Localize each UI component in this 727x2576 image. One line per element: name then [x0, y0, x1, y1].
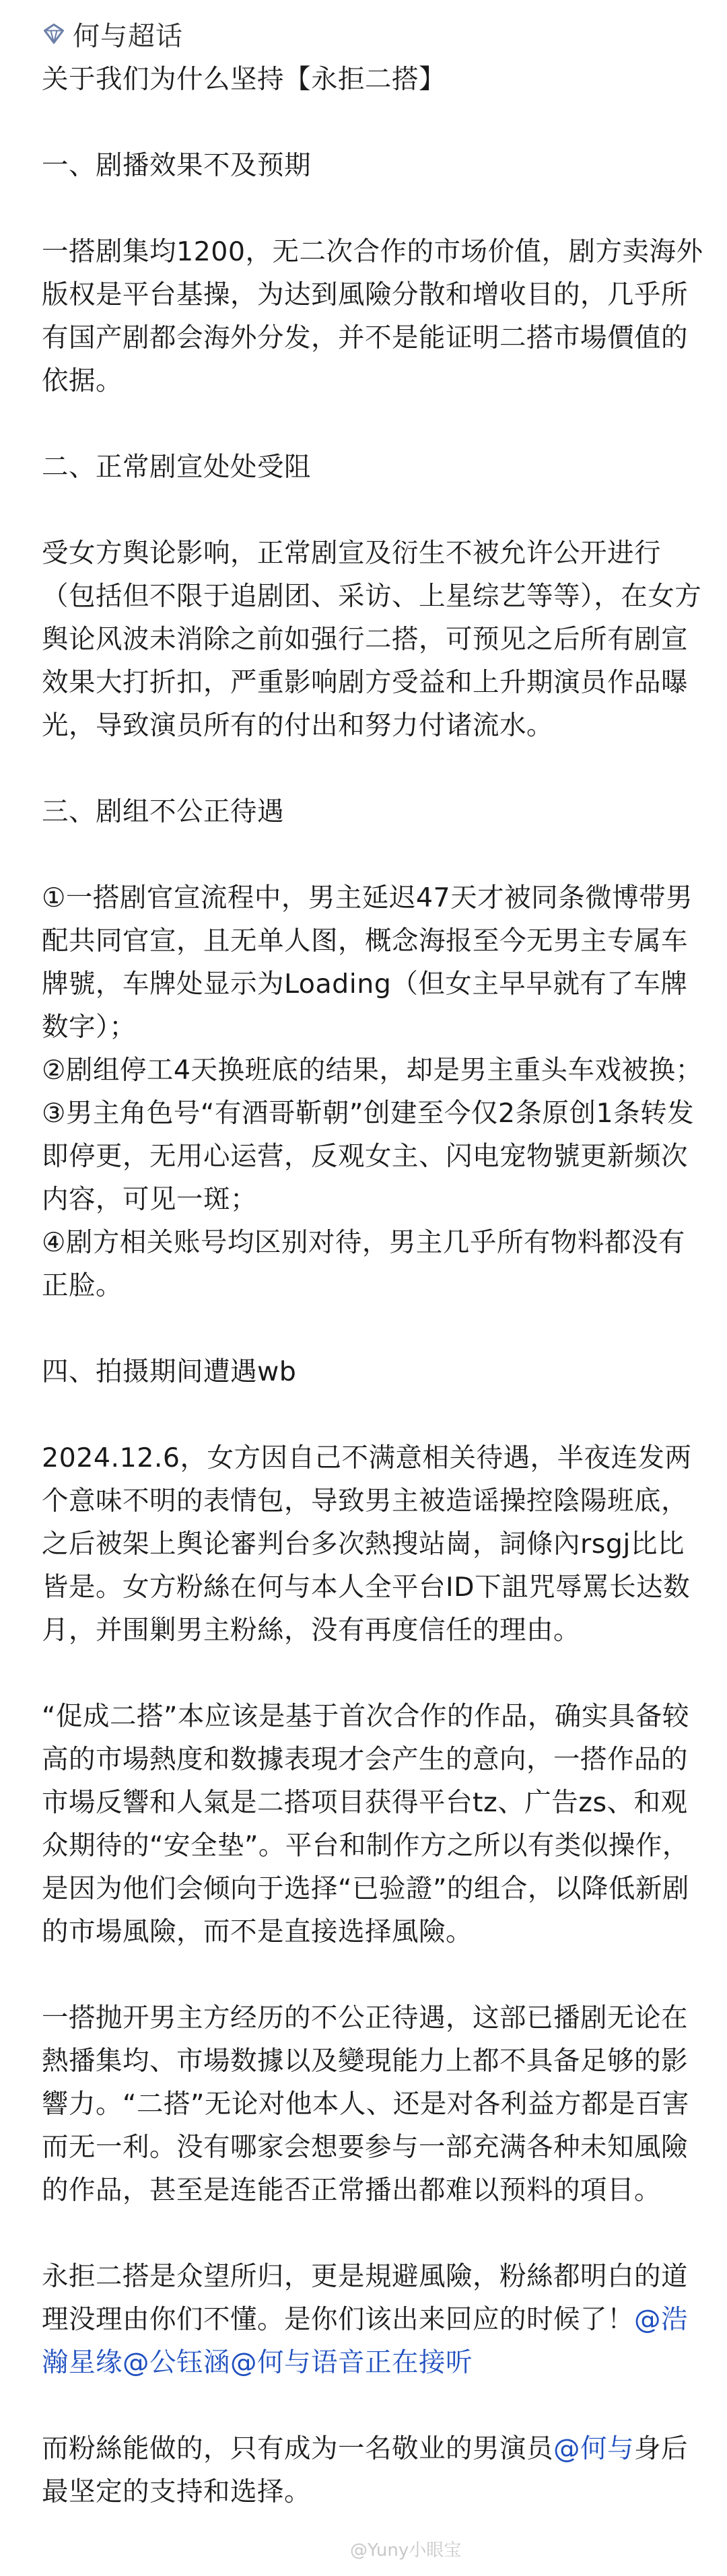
section-paragraph	[42, 2255, 708, 2384]
section-heading: 四、拍摄期间遭遇wb	[42, 1356, 297, 1387]
section-heading: 一、剧播效果不及预期	[42, 150, 311, 181]
section-paragraph: 2024.12.6，女方因自己不满意相关待遇，半夜连发两个意味不明的表情包，导致男主被造谣操控陰陽班底，之后被架上舆论審判台多次熱搜站崗，詞條內rsgj比比皆是。女方粉絲在何与本人全平台ID下詛咒辱罵长达数月，并围剿男主粉絲，没有再度信任的理由。	[42, 1442, 692, 1646]
section-paragraph: 一搭剧集均1200，无二次合作的市场价值，剧方卖海外版权是平台基操，为达到風險分散和增收目的，几乎所有国产剧都会海外分发，并不是能证明二搭市場價值的依据。	[42, 236, 703, 396]
topic-tag[interactable]	[42, 12, 183, 55]
section-paragraph: 一搭抛开男主方经历的不公正待遇，这部已播剧无论在熱播集均、市場数據以及變現能力上都不具备足够的影響力。“二搭”无论对他本人、还是对各利益方都是百害而无一利。没有哪家会想要参与一部充满各种未知風險的作品，甚至是连能否正常播出都难以预料的項目。	[42, 2003, 689, 2206]
post-body	[42, 58, 708, 2513]
section-paragraph	[42, 2427, 708, 2513]
section-paragraph: 受女方舆论影响，正常剧宣及衍生不被允许公开进行（包括但不限于追剧团、采访、上星综艺等等），在女方舆论风波未消除之前如强行二搭，可预见之后所有剧宣效果大打折扣，严重影响剧方受益和上升期演员作品曝光，导致演员所有的付出和努力付诸流水。	[42, 538, 702, 741]
watermark: @Yuny小眼宝	[350, 2540, 462, 2561]
section-heading: 三、剧组不公正待遇	[42, 796, 284, 827]
final-text-tail: 身后最坚定的支持和选择。	[42, 2433, 688, 2507]
mentions-link[interactable]: @浩瀚星缘@公钰涵@何与语音正在接听	[42, 2304, 688, 2378]
closing-call-text: 永拒二搭是众望所归，更是規避風險，粉絲都明白的道理没理由你们不懂。是你们该出来回应的时候了！	[42, 2261, 688, 2335]
post-title: 关于我们为什么坚持【永拒二搭】	[42, 64, 446, 95]
section-paragraph: ①一搭剧官宣流程中，男主延迟47天才被同条微博带男配共同官宣，且无单人图，概念海报至今无男主专属车牌號，车牌处显示为Loading（但女主早早就有了车牌数字）； ②剧组停工4天换班底的结果，却是男主重头车戏被换； ③男主角色号“有酒哥靳朝”创建至今仅2条原创1条转发即停更，无用心运营，反观女主、闪电宠物號更新频次内容，可见一斑； ④剧方相关账号均区别对待，男主几乎所有物料都没有正脸。	[42, 882, 703, 1301]
section-paragraph: “促成二搭”本应该是基于首次合作的作品，确实具备较高的市場熱度和数據表現才会产生的意向，一搭作品的市場反響和人氣是二搭项目获得平台tz、广告zs、和观众期待的“安全垫”。平台和制作方之所以有类似操作，是因为他们会倾向于选择“已验證”的组合，以降低新剧的市場風險，而不是直接选择風險。	[42, 1701, 689, 1947]
topic-tag-label: 何与超话	[73, 20, 183, 52]
final-text: 而粉絲能做的，只有成为一名敬业的男演员	[42, 2433, 553, 2464]
section-heading: 二、正常剧宣处处受阻	[42, 452, 311, 483]
mention-heyu-link[interactable]: @何与	[553, 2433, 634, 2464]
diamond-tag-icon	[42, 22, 66, 46]
